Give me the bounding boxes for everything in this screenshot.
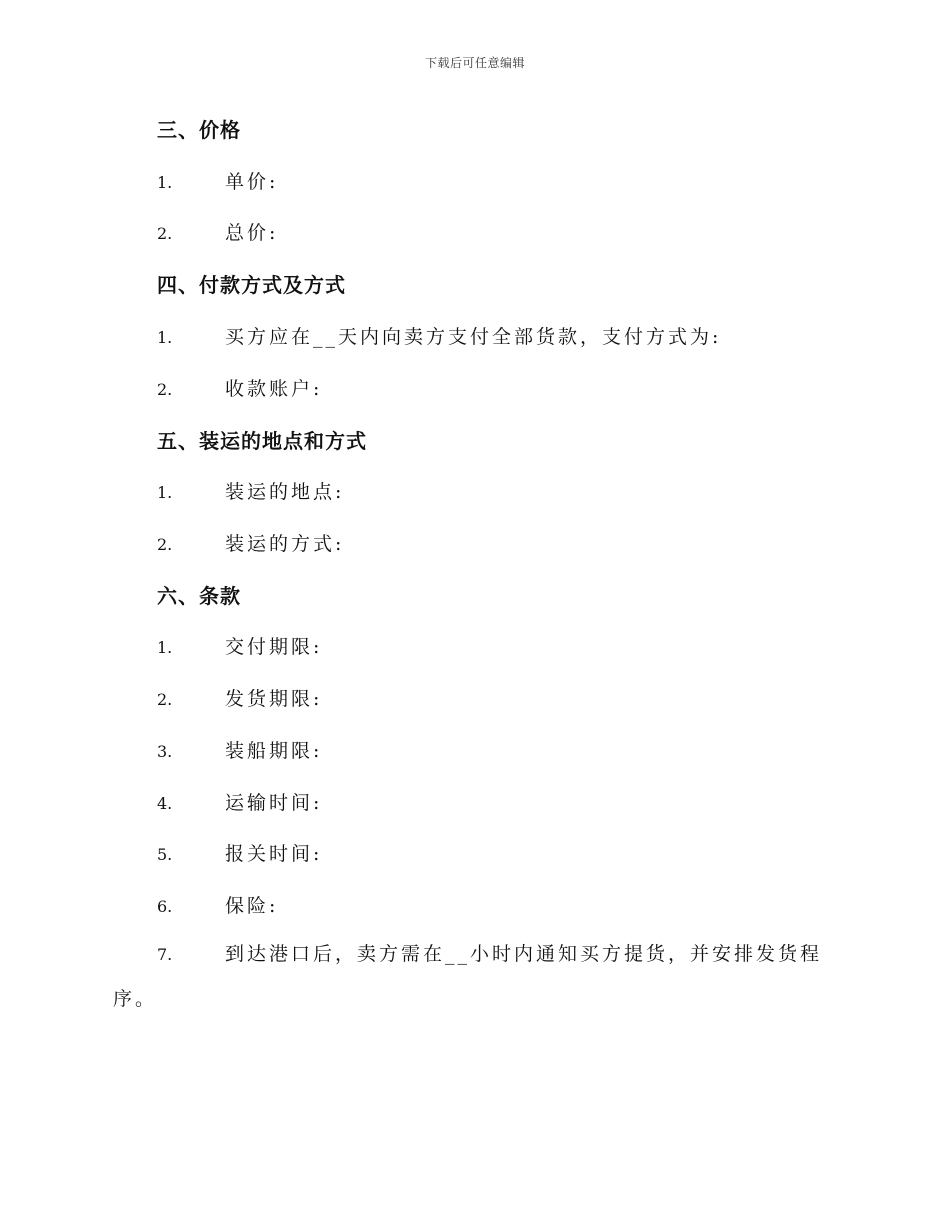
- section-heading-payment: 四、付款方式及方式: [157, 273, 346, 297]
- item-number: 4.: [157, 794, 173, 813]
- list-item: [157, 322, 721, 349]
- item-text: 装运的地点:: [225, 481, 345, 503]
- item-number: 2.: [157, 224, 173, 243]
- item-number: 2.: [157, 535, 173, 554]
- item-number: 2.: [157, 690, 173, 709]
- list-item: [157, 788, 322, 815]
- item-text: 报关时间:: [225, 843, 323, 865]
- list-item-wrapped: [113, 932, 833, 1021]
- item-number: 1.: [157, 483, 173, 502]
- item-number: 7.: [157, 945, 173, 964]
- list-item: [157, 632, 322, 659]
- list-item: [157, 218, 278, 245]
- item-number: 3.: [157, 742, 173, 761]
- item-text: 装运的方式:: [225, 533, 345, 555]
- list-item: [157, 167, 278, 194]
- list-item: [157, 891, 278, 918]
- item-text: 装船期限:: [225, 740, 323, 762]
- item-text: 发货期限:: [225, 688, 323, 710]
- item-text: 收款账户:: [225, 378, 323, 400]
- item-number: 1.: [157, 638, 173, 657]
- list-item: [157, 477, 344, 504]
- item-text: 到达港口后，卖方需在__小时内通知买方提货，并安排发货程序。: [113, 943, 823, 1010]
- item-text: 运输时间:: [225, 792, 323, 814]
- header-note: 下载后可任意编辑: [424, 56, 525, 70]
- item-number: 1.: [157, 173, 173, 192]
- item-text: 买方应在__天内向卖方支付全部货款，支付方式为:: [225, 326, 722, 348]
- section-heading-terms: 六、条款: [157, 584, 241, 608]
- item-number: 2.: [157, 380, 173, 399]
- item-text: 总价:: [225, 222, 279, 244]
- list-item: [157, 684, 322, 711]
- list-item: [157, 529, 344, 556]
- list-item: [157, 839, 322, 866]
- section-heading-shipping: 五、装运的地点和方式: [157, 429, 367, 453]
- list-item: [157, 374, 322, 401]
- section-heading-price: 三、价格: [157, 118, 241, 142]
- item-text: 单价:: [225, 171, 279, 193]
- item-number: 6.: [157, 897, 173, 916]
- item-text: 交付期限:: [225, 636, 323, 658]
- item-text: 保险:: [225, 895, 279, 917]
- list-item: [157, 736, 322, 763]
- item-number: 5.: [157, 845, 173, 864]
- item-number: 1.: [157, 328, 173, 347]
